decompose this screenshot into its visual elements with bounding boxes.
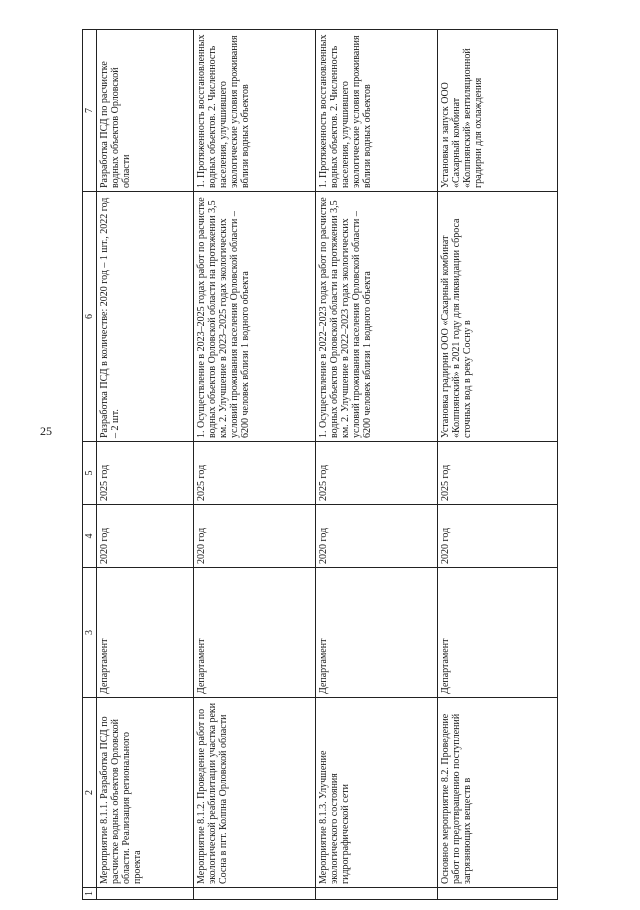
table-cell-indicator: Разработка ПСД по расчистке водных объектов Орловской области xyxy=(97,30,194,192)
table-cell-executor: Департамент xyxy=(194,568,316,698)
page-number: 25 xyxy=(40,424,52,438)
table-cell-end: 2025 год xyxy=(316,442,438,505)
table-cell-end: 2025 год xyxy=(194,442,316,505)
header-cell: 5 xyxy=(83,442,97,505)
table-header-row xyxy=(83,30,97,900)
table-row xyxy=(194,30,316,900)
table-row xyxy=(97,30,194,900)
header-cell: 3 xyxy=(83,568,97,698)
table-cell-measure: Мероприятие 8.1.2. Проведение работ по экологической реабилитации участка реки Сосна в пгт. Колпна Орловской области xyxy=(194,698,316,888)
header-cell: 1 xyxy=(83,888,97,900)
table-cell-executor: Департамент xyxy=(438,568,558,698)
table-row xyxy=(438,30,558,900)
table-cell-executor: Департамент xyxy=(97,568,194,698)
table-cell-start: 2020 год xyxy=(316,505,438,568)
table-cell-result: Разработка ПСД в количестве: 2020 год – 1 шт., 2022 год – 2 шт. xyxy=(97,192,194,442)
table-cell-measure: Мероприятие 8.1.3. Улучшение экологического состояния гидрографической сети xyxy=(316,698,438,888)
table-cell-number xyxy=(438,888,558,900)
table-cell-result: 1. Осуществление в 2022–2023 годах работ по расчистке водных объектов Орловской области на протяжении 3,5 км. 2. Улучшение в 2022–2023 годах экологических условий проживания населения Орловской области – 6200 человек вблизи 1 водного объекта xyxy=(316,192,438,442)
table-row xyxy=(316,30,438,900)
table-cell-number xyxy=(316,888,438,900)
table-cell-start: 2020 год xyxy=(97,505,194,568)
table-cell-end: 2025 год xyxy=(438,442,558,505)
table-cell-end: 2025 год xyxy=(97,442,194,505)
program-measures-table xyxy=(82,29,558,900)
header-cell: 4 xyxy=(83,505,97,568)
table-cell-indicator: Установка и запуск ООО «Сахарный комбинат «Колпнянский» вентиляционной градирни для охлаждения xyxy=(438,30,558,192)
table-cell-measure: Основное мероприятие 8.2. Проведение работ по предотвращению поступлений загрязняющих веществ в xyxy=(438,698,558,888)
table-cell-start: 2020 год xyxy=(438,505,558,568)
table-cell-result: Установка градирни ООО «Сахарный комбинат «Колпнянский» в 2021 году для ликвидации сброса сточных вод в реку Сосну в xyxy=(438,192,558,442)
header-cell: 7 xyxy=(83,30,97,192)
table-cell-start: 2020 год xyxy=(194,505,316,568)
table-cell-number xyxy=(97,888,194,900)
table-cell-measure: Мероприятие 8.1.1. Разработка ПСД по расчистке водных объектов Орловской области. Реализация регионального проекта xyxy=(97,698,194,888)
table-cell-executor: Департамент xyxy=(316,568,438,698)
rotated-table-container xyxy=(82,30,622,900)
table-cell-result: 1. Осуществление в 2023–2025 годах работ по расчистке водных объектов Орловской области на протяжении 3,5 км. 2. Улучшение в 2023–2025 годах экологических условий проживания населения Орловской области – 6200 человек вблизи 1 водного объекта xyxy=(194,192,316,442)
header-cell: 6 xyxy=(83,192,97,442)
table-cell-number xyxy=(194,888,316,900)
table-cell-indicator: 1. Протяженность восстановленных водных объектов. 2. Численность населения, улучшившего экологические условия проживания вблизи водных объектов xyxy=(316,30,438,192)
header-cell: 2 xyxy=(83,698,97,888)
table-cell-indicator: 1. Протяженность восстановленных водных объектов. 2. Численность населения, улучшившего экологические условия проживания вблизи водных объектов xyxy=(194,30,316,192)
